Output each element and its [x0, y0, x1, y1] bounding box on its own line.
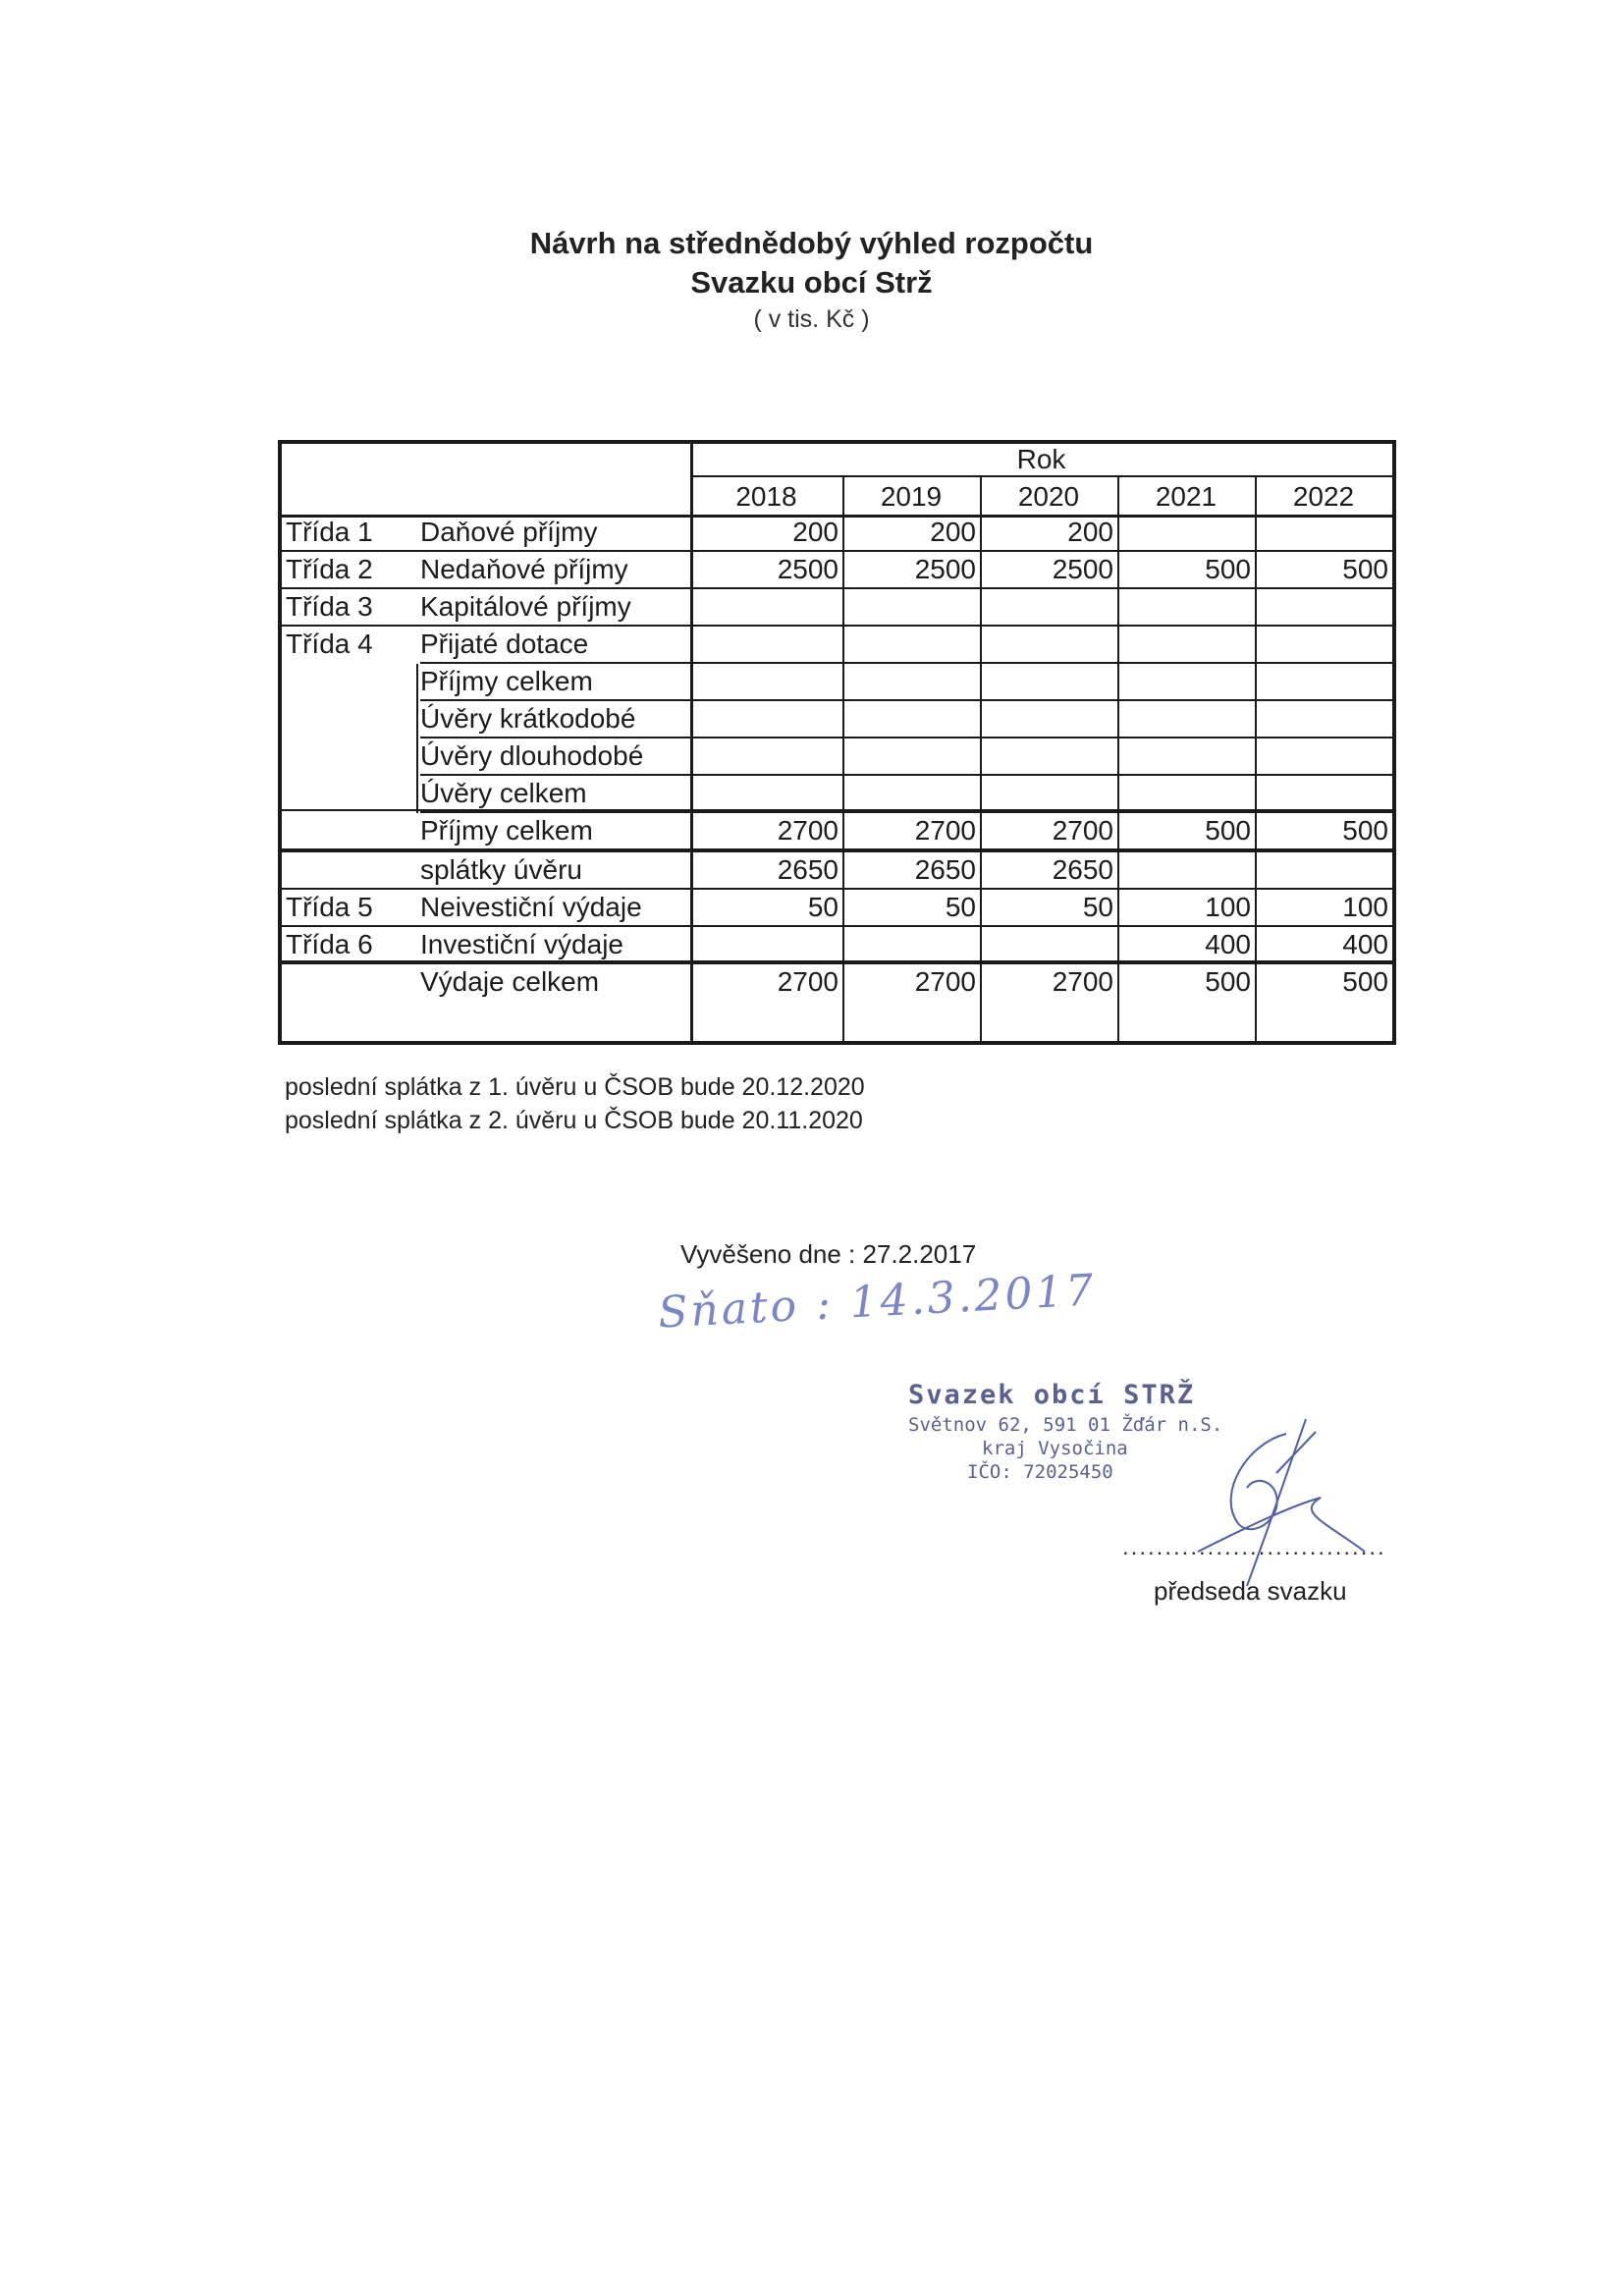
table-cell: 500	[1205, 966, 1251, 997]
table-cell: 2500	[1052, 554, 1113, 584]
row-label: Úvěry dlouhodobé	[420, 740, 644, 771]
stamp-line-1: Svazek obcí STRŽ	[908, 1380, 1196, 1410]
stamp-line-4: IČO: 72025450	[967, 1461, 1113, 1483]
table-rule	[278, 440, 282, 1045]
row-class: Třída 6	[286, 929, 373, 959]
table-cell: 2700	[1052, 815, 1113, 846]
table-rule	[278, 848, 1392, 850]
table-rule	[278, 960, 1392, 962]
table-cell: 2700	[777, 966, 839, 997]
row-label: Příjmy celkem	[420, 815, 593, 846]
row-label: Kapitálové příjmy	[420, 591, 631, 622]
row-class: Třída 4	[286, 629, 373, 659]
table-cell: 500	[1205, 815, 1251, 846]
posted-date: Vyvěšeno dne : 27.2.2017	[680, 1239, 977, 1269]
table-cell: 2500	[914, 554, 976, 584]
table-rule	[278, 809, 1392, 811]
table-cell: 2650	[914, 854, 976, 885]
loan-note-2: poslední splátka z 2. úvěru u ČSOB bude 20.11.2020	[285, 1107, 863, 1134]
year-header-2019: 2019	[880, 481, 943, 512]
table-cell: 400	[1205, 929, 1251, 959]
loan-notes	[285, 1070, 865, 1137]
table-cell: 50	[1082, 892, 1113, 922]
table-rule	[278, 1041, 1394, 1045]
table-cell: 500	[1205, 554, 1251, 584]
year-header-2018: 2018	[735, 481, 797, 512]
table-cell: 200	[792, 517, 839, 547]
table-rule	[690, 475, 1392, 477]
table-cell: 2650	[777, 854, 839, 885]
table-cell: 2700	[914, 815, 976, 846]
table-cell: 2700	[777, 815, 839, 846]
table-cell: 500	[1342, 815, 1388, 846]
table-rule	[1392, 440, 1396, 1045]
year-header-2021: 2021	[1155, 481, 1217, 512]
row-label: Příjmy celkem	[420, 666, 593, 696]
signature-role: předseda svazku	[1154, 1576, 1347, 1606]
row-class: Třída 2	[286, 554, 373, 584]
row-class: Třída 3	[286, 591, 373, 622]
table-cell: 2500	[777, 554, 839, 584]
row-label: splátky úvěru	[420, 854, 582, 885]
table-cell: 2700	[914, 966, 976, 997]
year-group-header: Rok	[1016, 444, 1066, 474]
organization-name: Svazku obcí Strž	[690, 265, 933, 300]
stamp-line-3: kraj Vysočina	[982, 1438, 1128, 1459]
table-cell: 500	[1342, 966, 1388, 997]
table-cell: 200	[1067, 517, 1113, 547]
handwritten-removal-date: Sňato : 14.3.2017	[656, 1265, 1098, 1339]
table-cell: 400	[1342, 929, 1388, 959]
row-label: Výdaje celkem	[420, 966, 600, 997]
table-cell: 50	[807, 892, 839, 922]
signature-line: ...............................	[1122, 1534, 1386, 1560]
year-header-2020: 2020	[1017, 481, 1080, 512]
row-label: Úvěry celkem	[420, 778, 587, 808]
row-label: Nedaňové příjmy	[420, 554, 628, 584]
stamp-line-2: Světnov 62, 591 01 Žďár n.S.	[908, 1414, 1223, 1436]
row-class: Třída 1	[286, 517, 373, 547]
row-label: Přijaté dotace	[420, 629, 589, 659]
loan-note-1: poslední splátka z 1. úvěru u ČSOB bude 20.12.2020	[285, 1073, 865, 1101]
table-cell: 50	[945, 892, 976, 922]
table-cell: 100	[1342, 892, 1388, 922]
table-cell: 100	[1205, 892, 1251, 922]
budget-table	[0, 0, 1623, 1080]
table-rule	[416, 664, 418, 813]
organization-stamp	[908, 1380, 1222, 1483]
row-label: Úvěry krátkodobé	[420, 703, 636, 734]
table-cell: 2700	[1052, 966, 1113, 997]
row-class: Třída 5	[286, 892, 373, 922]
row-label: Neivestiční výdaje	[420, 892, 642, 922]
row-label: Daňové příjmy	[420, 517, 598, 547]
row-label: Investiční výdaje	[420, 929, 623, 959]
table-cell: 2650	[1052, 854, 1113, 885]
unit-note: ( v tis. Kč )	[753, 305, 870, 333]
document-title: Návrh na střednědobý výhled rozpočtu	[529, 226, 1094, 260]
year-header-2022: 2022	[1292, 481, 1355, 512]
signature-mark	[1178, 1414, 1375, 1591]
table-cell: 200	[930, 517, 976, 547]
table-cell: 500	[1342, 554, 1388, 584]
